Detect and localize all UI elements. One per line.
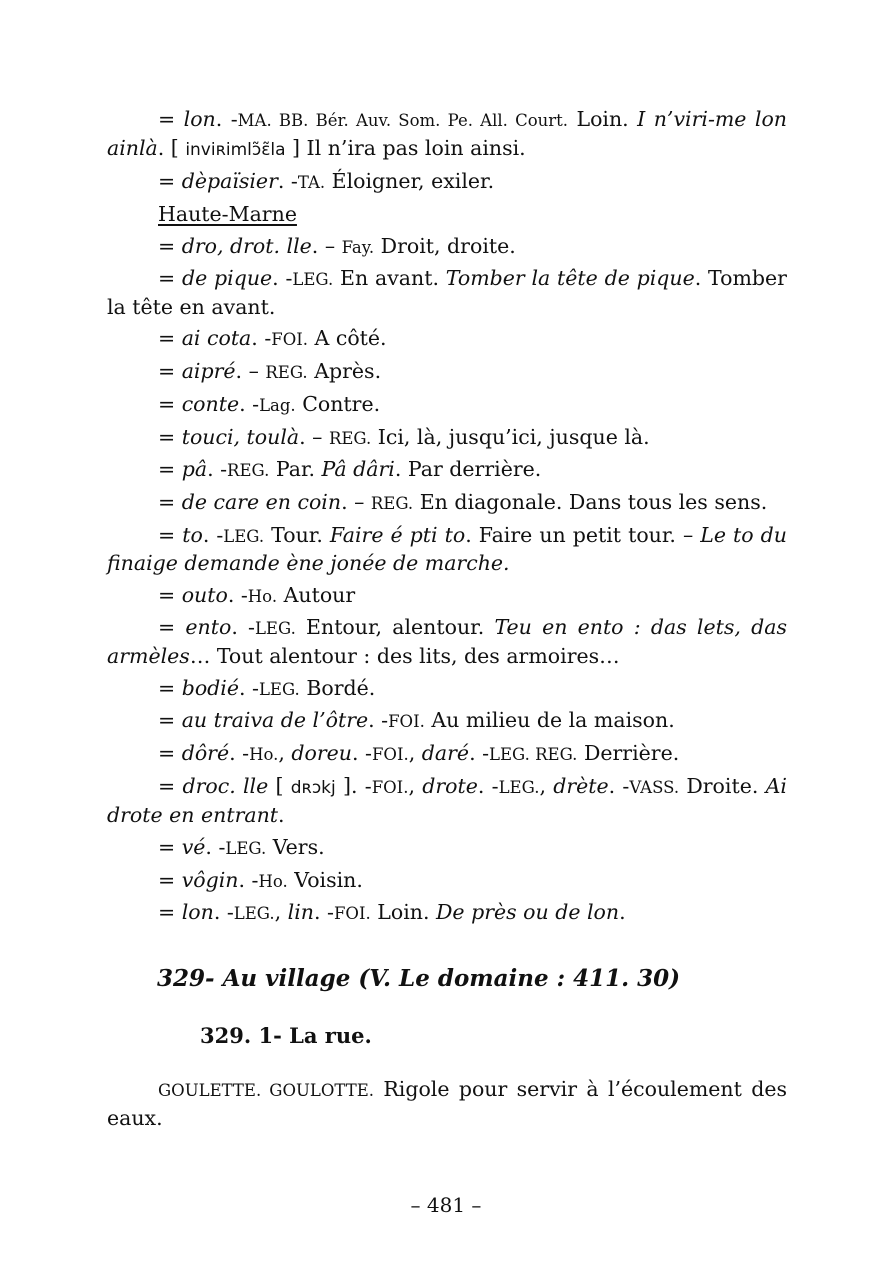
text-run: . Par derrière. (394, 457, 542, 482)
source-abbreviation: LEG. (498, 777, 540, 797)
text-run: = (158, 675, 182, 700)
text-run: Éloigner, exiler. (325, 169, 495, 194)
phonetic-transcription: dʀɔkj (290, 777, 336, 798)
entry-paragraph (107, 358, 787, 387)
entry-paragraph (107, 582, 787, 611)
headword-or-example: Pâ dâri (321, 457, 395, 482)
text-run: . (278, 803, 285, 828)
headword-or-example: Teu en ento : das lets, das armèles (107, 615, 787, 668)
text-run: Vers. (266, 834, 325, 859)
headword-or-example: daré (421, 741, 470, 765)
text-run: = (158, 107, 184, 131)
entry-paragraph (107, 707, 787, 736)
headword-or-example: aipré (181, 359, 236, 384)
text-run: Contre. (295, 391, 381, 416)
source-abbreviation: LEG. (254, 619, 296, 639)
source-abbreviation: VASS. (629, 777, 680, 797)
text-run: Ici, là, jusqu’ici, jusque là. (371, 424, 650, 449)
headword-or-example: dro, drot. lle (181, 233, 312, 258)
source-abbreviation: FOI. (371, 745, 409, 764)
dictionary-entries (107, 106, 787, 932)
headword-or-example: au traiva de l’ôtre (181, 708, 369, 733)
text-run: . Faire un petit tour. – (465, 522, 701, 547)
source-abbreviation: Lag. (259, 395, 296, 415)
text-run: [ (268, 773, 291, 798)
entry-paragraph (107, 233, 787, 262)
text-run: , (408, 741, 422, 765)
text-run: ]. - (335, 773, 372, 798)
headword-or-example: Le to du finaige demande ène jonée de marche. (107, 522, 787, 576)
text-run: . - (277, 169, 298, 194)
text-run: . - (272, 266, 293, 291)
source-abbreviation: LEG. REG. (489, 745, 578, 764)
text-run: . - (231, 615, 255, 640)
headword-or-example: de care en coin (181, 489, 342, 514)
entry-paragraph (107, 867, 787, 896)
headword-or-example: dèpaïsier (181, 169, 278, 194)
phonetic-transcription: inviʀimlɔ̃ɛ̃la (185, 139, 286, 160)
text-run: . - (213, 900, 234, 925)
text-run: Par. (269, 457, 322, 482)
source-abbreviation: LEG. (223, 526, 265, 546)
text-run: . - (238, 867, 259, 892)
entry-paragraph (107, 522, 787, 578)
headword-or-example: lon (183, 107, 216, 131)
text-run: = (158, 582, 182, 607)
source-abbreviation: REG. (328, 428, 372, 448)
text-run: = (158, 424, 182, 449)
headword-or-example: lon (181, 900, 214, 925)
source-abbreviation: LEG. (233, 904, 275, 924)
text-run: . – (235, 359, 266, 384)
text-run: , (408, 773, 423, 798)
text-run: ] Il n’ira pas loin ainsi. (285, 135, 526, 160)
source-abbreviation: Ho. (247, 586, 278, 606)
headword-or-example: conte (181, 391, 240, 416)
text-run: . - (368, 708, 389, 733)
text-run: . - (352, 741, 372, 765)
text-run: . - (314, 900, 334, 925)
region-label: Haute-Marne (158, 201, 297, 226)
entry-paragraph (107, 201, 787, 229)
text-run: . - (608, 773, 630, 798)
text-run: Au milieu de la maison. (424, 708, 675, 733)
headword-or-example: De près ou de lon (435, 900, 620, 925)
text-run: = (158, 834, 182, 859)
entry-paragraph (107, 168, 787, 197)
entry-paragraph (107, 614, 787, 670)
text-run: . – (311, 233, 342, 258)
text-run: . Tomber la tête en avant. (107, 266, 787, 319)
text-run: . - (238, 675, 259, 700)
text-run: . - (469, 741, 490, 765)
entry-paragraph (107, 834, 787, 863)
text-run: . - (227, 582, 248, 607)
text-run: = (158, 522, 183, 547)
source-abbreviation: LEG. (225, 838, 267, 858)
headword-or-example: dôré (181, 741, 230, 765)
headword-or-example: bodié (181, 675, 239, 700)
text-run: , (539, 773, 554, 798)
text-run: Entour, alentour. (295, 615, 495, 640)
text-run: = (158, 489, 182, 514)
headword-or-example: lin (287, 900, 314, 925)
text-run: Rigole pour servir à l’écoulement des eaux. (107, 1077, 787, 1130)
text-run: Droit, droite. (374, 233, 516, 258)
source-abbreviation: Ho. (258, 871, 288, 891)
text-run: Loin. (370, 900, 436, 925)
headword-or-example: outo (181, 582, 228, 607)
text-run: Autour (277, 582, 356, 607)
headword-or-example: drète (553, 773, 609, 798)
text-run: = (158, 741, 182, 765)
source-abbreviation: REG. (370, 493, 414, 513)
headword-or-example: vôgin (181, 867, 239, 892)
text-run: . - (477, 773, 499, 798)
text-run: = (158, 867, 182, 892)
headword-or-example: doreu (291, 741, 353, 765)
entry-paragraph (107, 325, 787, 354)
source-abbreviation: MA. BB. Bér. Auv. Som. Pe. All. Court. (237, 111, 569, 130)
headword-or-example: pâ (181, 457, 208, 482)
text-run: = (158, 233, 182, 258)
text-run: = (158, 457, 182, 482)
text-run: … Tout alentour : des lits, des armoires… (189, 643, 620, 668)
text-run: . – (341, 489, 371, 514)
headword-or-example: vé (181, 834, 206, 859)
headword-or-example: droc. lle (182, 773, 269, 798)
source-abbreviation: TA. (297, 173, 326, 193)
text-run: Loin. (568, 107, 638, 131)
source-abbreviation: LEG. (292, 270, 334, 290)
text-run: . - (205, 834, 226, 859)
entry-paragraph (107, 740, 787, 769)
text-run: = (158, 708, 182, 733)
entry-paragraph (107, 773, 787, 830)
source-abbreviation: Fay. (341, 237, 375, 257)
source-abbreviation: REG. (265, 363, 308, 383)
page-number: – 481 – (410, 1193, 482, 1217)
entry-paragraph (107, 675, 787, 704)
text-run: . (619, 900, 626, 925)
entry-paragraph (107, 899, 787, 928)
text-run: . - (229, 741, 250, 765)
text-run: = (158, 773, 183, 798)
headword-or-example: to (182, 522, 203, 547)
entry-paragraph (107, 489, 787, 518)
text-run: Derrière. (577, 741, 680, 765)
text-run: . - (202, 522, 224, 547)
headword-or-example: touci, toulà (181, 424, 300, 449)
headword-or-example: Ai drote en entrant (107, 773, 787, 828)
text-run: = (158, 266, 182, 291)
text-run: Voisin. (287, 867, 363, 892)
text-run: , (278, 741, 292, 765)
text-run: . [ (157, 135, 186, 160)
text-run: = (158, 326, 182, 351)
text-run: . - (239, 391, 260, 416)
source-abbreviation: FOI. (371, 777, 409, 797)
text-run: = (158, 169, 182, 194)
text-run: = (158, 359, 182, 384)
source-abbreviation: REG. (227, 461, 270, 481)
entry-paragraph (107, 265, 787, 321)
subsection-heading: 329. 1- La rue. (200, 1023, 372, 1048)
text-run: = (158, 900, 182, 925)
text-run: = (158, 615, 186, 640)
headword-or-example: ai cota (181, 326, 252, 351)
entry-paragraph (107, 106, 787, 164)
entry-paragraph (107, 391, 787, 420)
source-abbreviation: Ho. (249, 745, 279, 764)
source-abbreviation: FOI. (271, 330, 308, 350)
text-run: . - (207, 457, 228, 482)
source-abbreviation: FOI. (333, 904, 371, 924)
source-abbreviation: FOI. (388, 712, 425, 732)
text-run: A côté. (308, 326, 387, 351)
headword-or-example: Tomber la tête de pique (445, 266, 695, 291)
entry-paragraph-goulette (107, 1076, 787, 1132)
entry-paragraph (107, 424, 787, 453)
text-run: , (274, 900, 288, 925)
text-run: Bordé. (299, 675, 376, 700)
headword-or-example: drote (422, 773, 478, 798)
headword-or-example: de pique (181, 266, 273, 291)
text-run: . - (251, 326, 272, 351)
entry-paragraph (107, 456, 787, 485)
source-abbreviation: LEG. (258, 679, 300, 699)
text-run: En avant. (333, 266, 446, 291)
text-run: En diagonale. Dans tous les sens. (413, 489, 768, 514)
text-run: Après. (307, 359, 382, 384)
text-run: Tour. (264, 522, 330, 547)
text-run: . – (299, 424, 329, 449)
text-run: . - (215, 107, 238, 131)
headword-or-example: I n’viri-me lon ainlà (107, 107, 787, 160)
headword-or-example: Faire é pti to (329, 522, 466, 547)
source-abbreviation: GOULETTE. GOULOTTE. (158, 1081, 374, 1100)
text-run: = (158, 391, 182, 416)
text-run: Droite. (679, 773, 766, 798)
section-heading: 329- Au village (V. Le domaine : 411. 30) (157, 965, 681, 992)
headword-or-example: ento (185, 615, 232, 640)
